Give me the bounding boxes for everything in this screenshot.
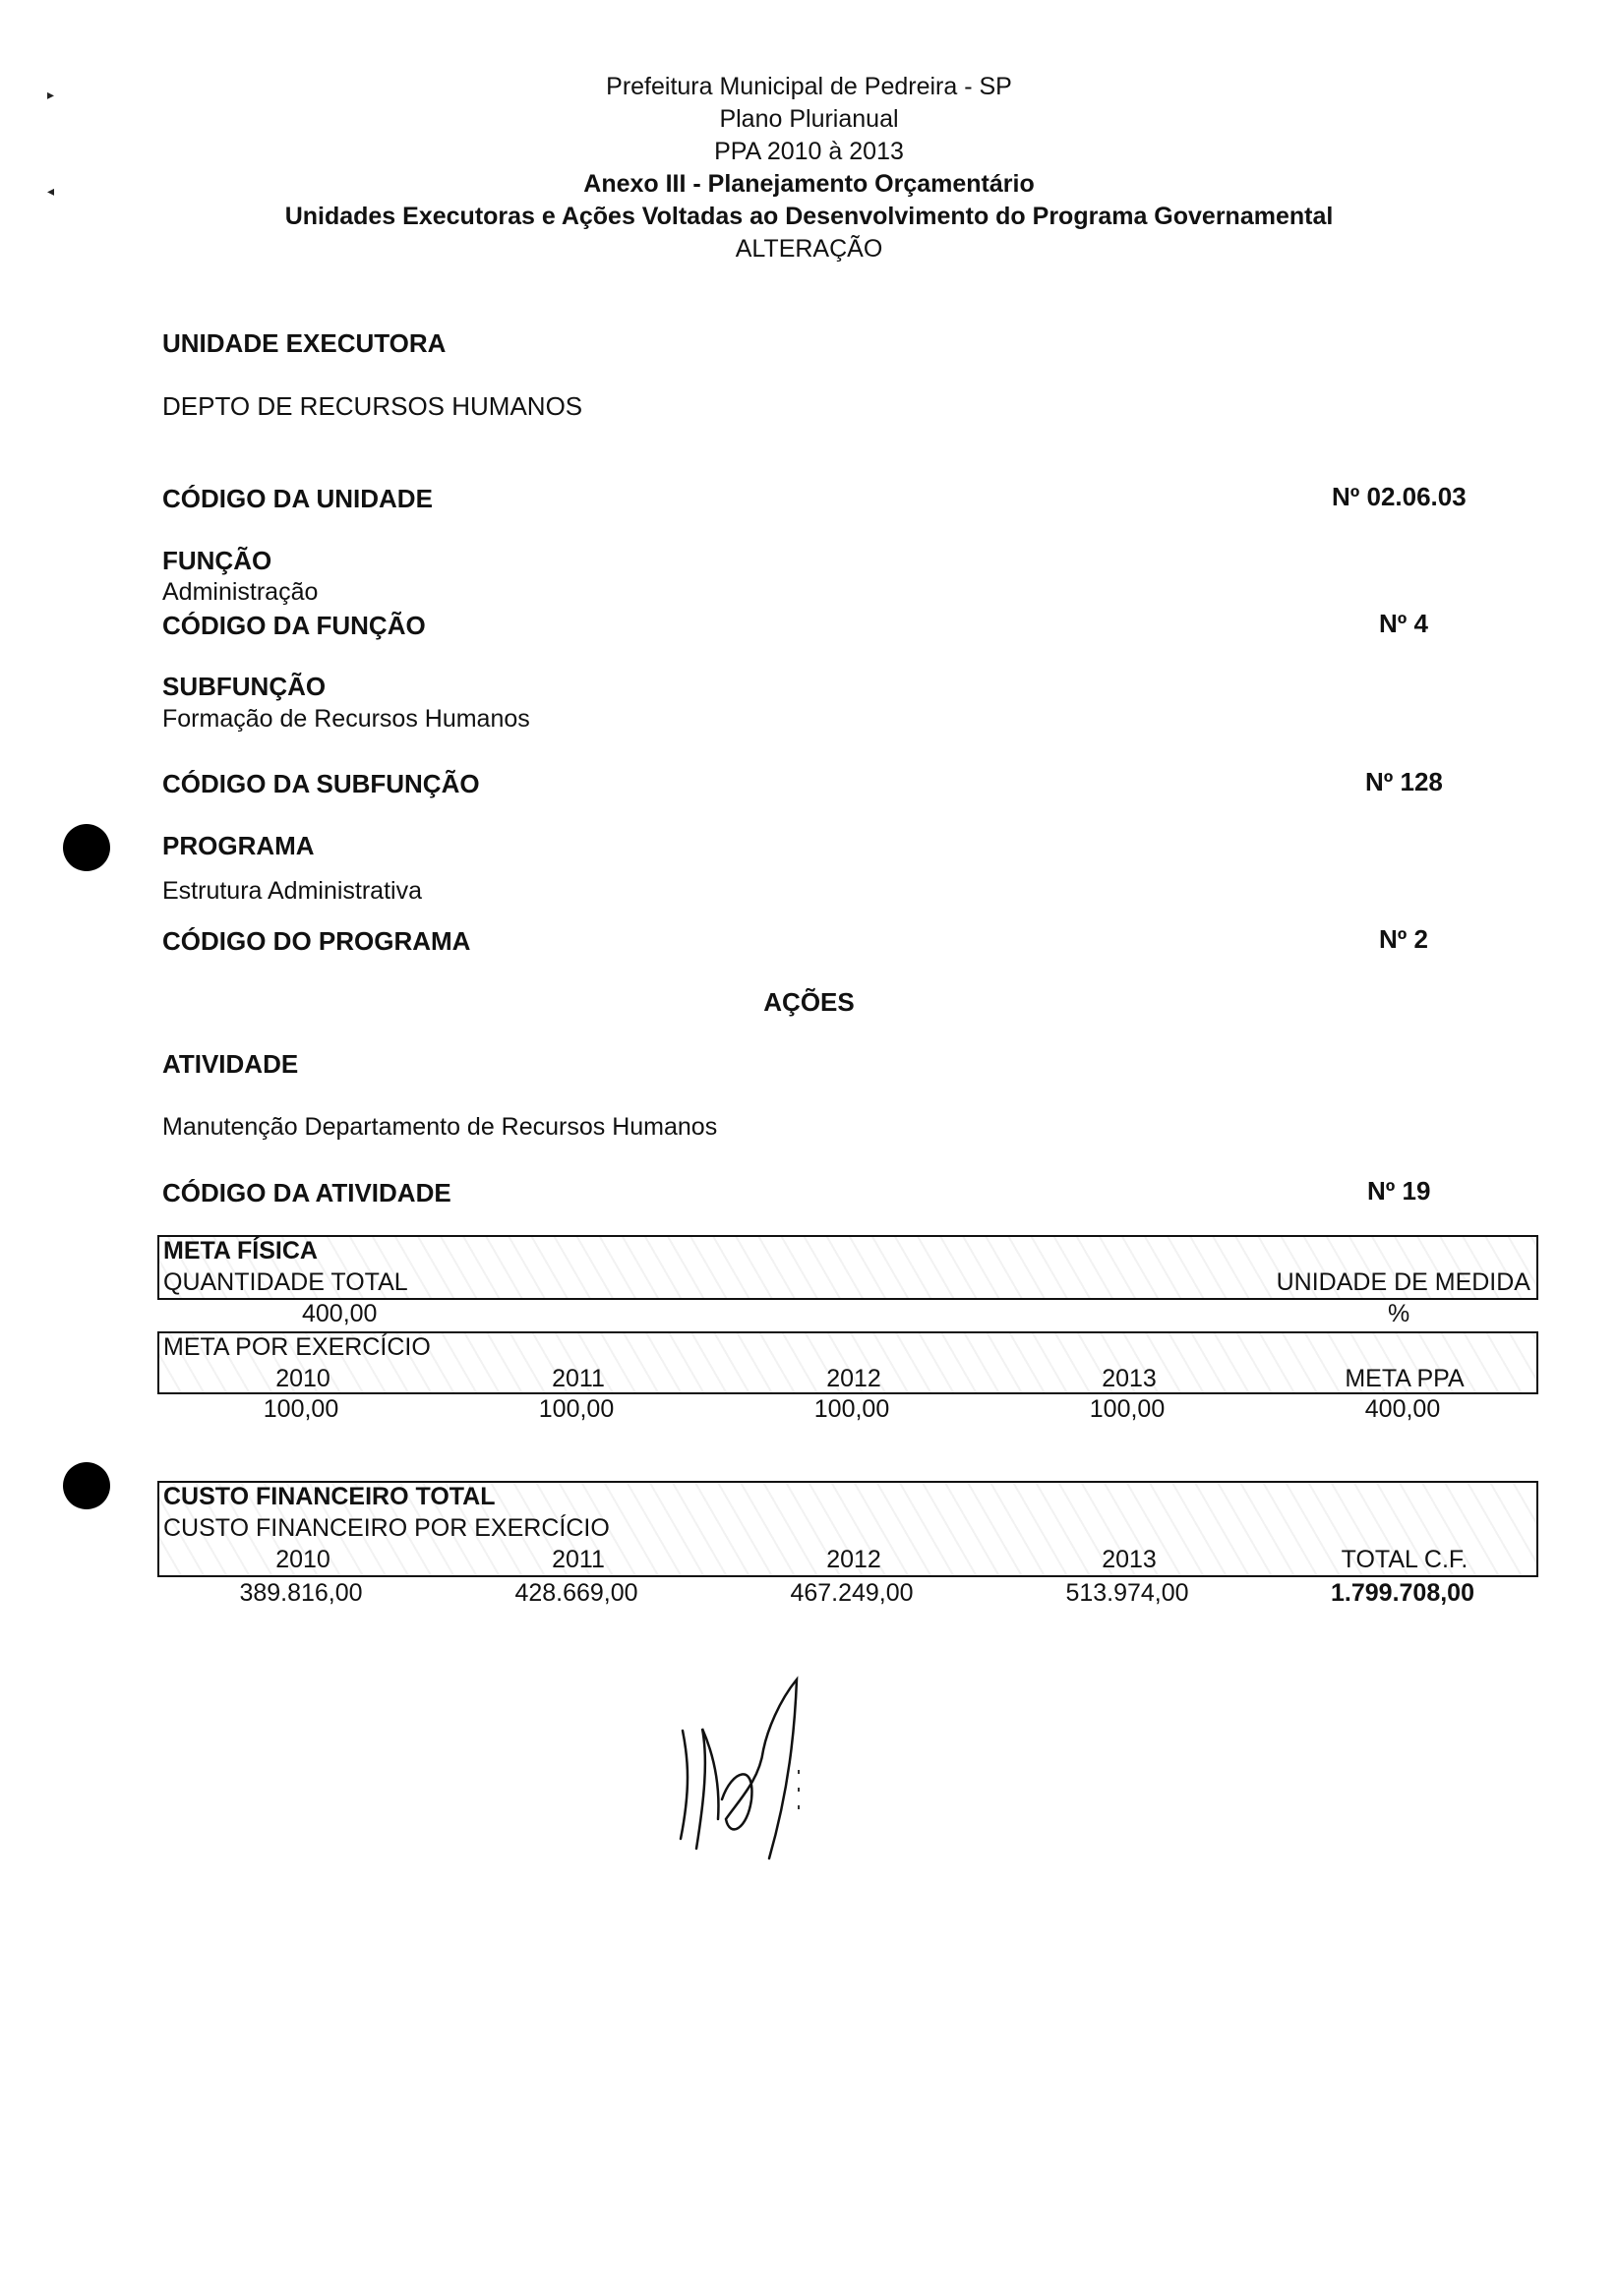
meta-year-2010: 2010 [275, 1365, 330, 1392]
unidade-label: UNIDADE EXECUTORA [162, 328, 447, 358]
document-header [0, 71, 1618, 265]
custo-financeiro-box [157, 1481, 1538, 1577]
codigo-programa-label: CÓDIGO DO PROGRAMA [162, 926, 471, 956]
custo-value-total: 1.799.708,00 [1331, 1579, 1474, 1607]
custo-year-2011: 2011 [552, 1546, 605, 1573]
codigo-atividade-value: Nº 19 [1367, 1176, 1431, 1206]
codigo-funcao-label: CÓDIGO DA FUNÇÃO [162, 611, 426, 640]
funcao-value: Administração [162, 578, 319, 606]
meta-exercicio-box [157, 1331, 1538, 1394]
quantidade-total-value: 400,00 [302, 1300, 378, 1327]
margin-mark-1: ▸ [47, 87, 55, 102]
codigo-subfuncao-value: Nº 128 [1365, 767, 1443, 796]
custo-year-2013: 2013 [1102, 1546, 1157, 1573]
codigo-unidade-label: CÓDIGO DA UNIDADE [162, 484, 433, 513]
meta-value-2010: 100,00 [263, 1395, 339, 1423]
programa-value: Estrutura Administrativa [162, 877, 422, 905]
atividade-value: Manutenção Departamento de Recursos Humanos [162, 1113, 718, 1141]
custo-year-2010: 2010 [275, 1546, 330, 1573]
custo-value-2012: 467.249,00 [790, 1579, 914, 1607]
custo-year-2012: 2012 [826, 1546, 881, 1573]
meta-year-2013: 2013 [1102, 1365, 1157, 1392]
meta-year-2012: 2012 [826, 1365, 881, 1392]
custo-value-2013: 513.974,00 [1065, 1579, 1189, 1607]
custo-exercicio-label: CUSTO FINANCEIRO POR EXERCÍCIO [163, 1514, 610, 1542]
header-line-5: Unidades Executoras e Ações Voltadas ao Desenvolvimento do Programa Governamental [284, 203, 1334, 230]
unidade-medida-value: % [1388, 1300, 1410, 1327]
acoes-title: AÇÕES [763, 987, 855, 1017]
unidade-value: DEPTO DE RECURSOS HUMANOS [162, 391, 583, 421]
custo-value-2011: 428.669,00 [514, 1579, 638, 1607]
subfuncao-label: SUBFUNÇÃO [162, 672, 327, 701]
signature-scribble [661, 1672, 828, 1868]
header-line-3: PPA 2010 à 2013 [714, 138, 904, 165]
quantidade-total-label: QUANTIDADE TOTAL [163, 1268, 408, 1296]
meta-fisica-box [157, 1235, 1538, 1300]
custo-total-label: TOTAL C.F. [1341, 1546, 1468, 1573]
meta-value-2011: 100,00 [538, 1395, 615, 1423]
atividade-label: ATIVIDADE [162, 1049, 299, 1079]
meta-exercicio-label: META POR EXERCÍCIO [163, 1333, 431, 1361]
codigo-subfuncao-label: CÓDIGO DA SUBFUNÇÃO [162, 769, 480, 798]
custo-value-2010: 389.816,00 [239, 1579, 363, 1607]
meta-value-ppa: 400,00 [1364, 1395, 1441, 1423]
codigo-funcao-value: Nº 4 [1379, 609, 1428, 638]
margin-mark-2: ◂ [47, 183, 55, 199]
header-line-6: ALTERAÇÃO [735, 235, 883, 263]
header-line-2: Plano Plurianual [719, 105, 899, 133]
codigo-programa-value: Nº 2 [1379, 924, 1428, 954]
header-line-1: Prefeitura Municipal de Pedreira - SP [606, 73, 1012, 100]
meta-value-2012: 100,00 [813, 1395, 890, 1423]
meta-fisica-title: META FÍSICA [163, 1237, 318, 1265]
meta-year-2011: 2011 [552, 1365, 605, 1392]
codigo-atividade-label: CÓDIGO DA ATIVIDADE [162, 1178, 451, 1207]
custo-total-title: CUSTO FINANCEIRO TOTAL [163, 1483, 496, 1510]
meta-value-2013: 100,00 [1089, 1395, 1166, 1423]
unidade-medida-label: UNIDADE DE MEDIDA [1276, 1268, 1530, 1296]
punch-hole-bottom [63, 1462, 110, 1509]
subfuncao-value: Formação de Recursos Humanos [162, 705, 530, 733]
header-line-4: Anexo III - Planejamento Orçamentário [583, 170, 1035, 198]
funcao-label: FUNÇÃO [162, 546, 272, 575]
programa-label: PROGRAMA [162, 831, 315, 860]
punch-hole-top [63, 824, 110, 871]
codigo-unidade-value: Nº 02.06.03 [1332, 482, 1467, 511]
meta-ppa-label: META PPA [1345, 1365, 1465, 1392]
